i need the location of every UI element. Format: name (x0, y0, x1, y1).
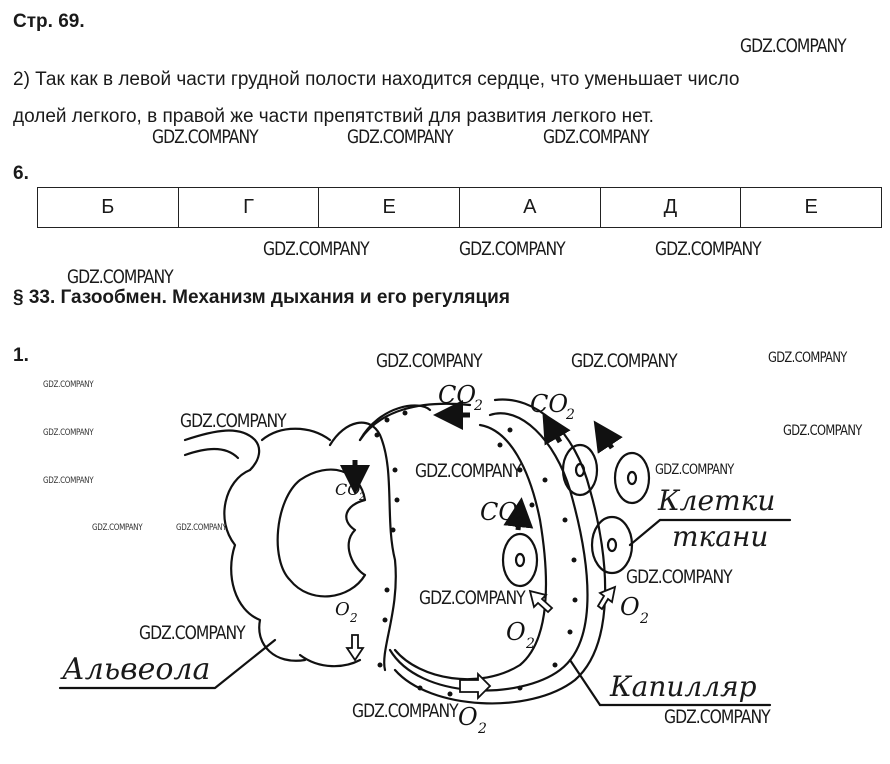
svg-text:2: 2 (478, 721, 487, 737)
watermark: GDZ.COMPANY (655, 462, 734, 478)
tissue-cell (563, 445, 597, 495)
watermark: GDZ.COMPANY (419, 587, 525, 609)
watermark: GDZ.COMPANY (664, 706, 770, 728)
watermark: GDZ.COMPANY (176, 523, 227, 533)
alveola-wall (330, 423, 396, 670)
gas-label-o2: O (335, 599, 350, 620)
svg-text:2: 2 (474, 398, 483, 414)
watermark: GDZ.COMPANY (376, 350, 482, 372)
watermark: GDZ.COMPANY (768, 350, 847, 366)
capillary-leader (570, 660, 600, 705)
tissue-cell (503, 534, 537, 586)
label-tissue-cells-1: Клетки (658, 484, 776, 517)
watermark: GDZ.COMPANY (43, 380, 94, 390)
answer-2-line-1: 2) Так как в левой части грудной полости находится сердце, что уменьшает число (13, 69, 740, 90)
table-cell: Д (600, 188, 741, 228)
svg-text:2: 2 (640, 611, 649, 627)
watermark: GDZ.COMPANY (347, 126, 453, 148)
table-cell: Г (178, 188, 319, 228)
watermark: GDZ.COMPANY (43, 428, 94, 438)
watermark: GDZ.COMPANY (571, 350, 677, 372)
watermark: GDZ.COMPANY (139, 622, 245, 644)
table-cell: А (459, 188, 600, 228)
watermark: GDZ.COMPANY (543, 126, 649, 148)
label-tissue-cells-2: ткани (672, 520, 769, 553)
label-capillary: Капилляр (610, 670, 757, 703)
watermark: GDZ.COMPANY (415, 460, 521, 482)
watermark: GDZ.COMPANY (655, 238, 761, 260)
table-cell: Б (38, 188, 179, 228)
task-6-number: 6. (13, 163, 29, 184)
gas-label-co2: CO (480, 498, 519, 526)
label-alveola: Альвеола (62, 652, 211, 687)
table-cell: Е (319, 188, 460, 228)
watermark: GDZ.COMPANY (626, 566, 732, 588)
svg-text:2: 2 (566, 407, 575, 423)
svg-text:2: 2 (350, 611, 358, 625)
svg-text:2: 2 (526, 636, 535, 652)
answer-2-line-2: долей легкого, в правой же части препятствий для развития легкого нет. (13, 106, 654, 127)
watermark: GDZ.COMPANY (459, 238, 565, 260)
table-cell: Е (741, 188, 882, 228)
watermark: GDZ.COMPANY (180, 410, 286, 432)
tissue-cell (615, 453, 649, 503)
page-label: Стр. 69. (13, 11, 85, 32)
gas-label-co2: CO (335, 480, 361, 499)
tissue-cell (592, 517, 632, 573)
watermark: GDZ.COMPANY (263, 238, 369, 260)
watermark: GDZ.COMPANY (152, 126, 258, 148)
watermark: GDZ.COMPANY (92, 523, 143, 533)
svg-text:2: 2 (359, 492, 366, 503)
watermark: GDZ.COMPANY (740, 35, 846, 57)
gas-label-co2: CO (530, 390, 569, 418)
task-1-number: 1. (13, 345, 29, 366)
section-title: § 33. Газообмен. Механизм дыхания и его регуляция (13, 287, 510, 308)
gas-label-o2: O (458, 703, 478, 731)
watermark: GDZ.COMPANY (67, 266, 173, 288)
capillary-loop-outer (390, 413, 588, 690)
svg-text:2: 2 (515, 515, 524, 531)
gas-label-co2: CO (438, 381, 477, 409)
watermark: GDZ.COMPANY (783, 423, 862, 439)
watermark: GDZ.COMPANY (43, 476, 94, 486)
gas-label-o2: O (620, 593, 640, 621)
gas-label-o2: O (506, 618, 526, 646)
watermark: GDZ.COMPANY (352, 700, 458, 722)
